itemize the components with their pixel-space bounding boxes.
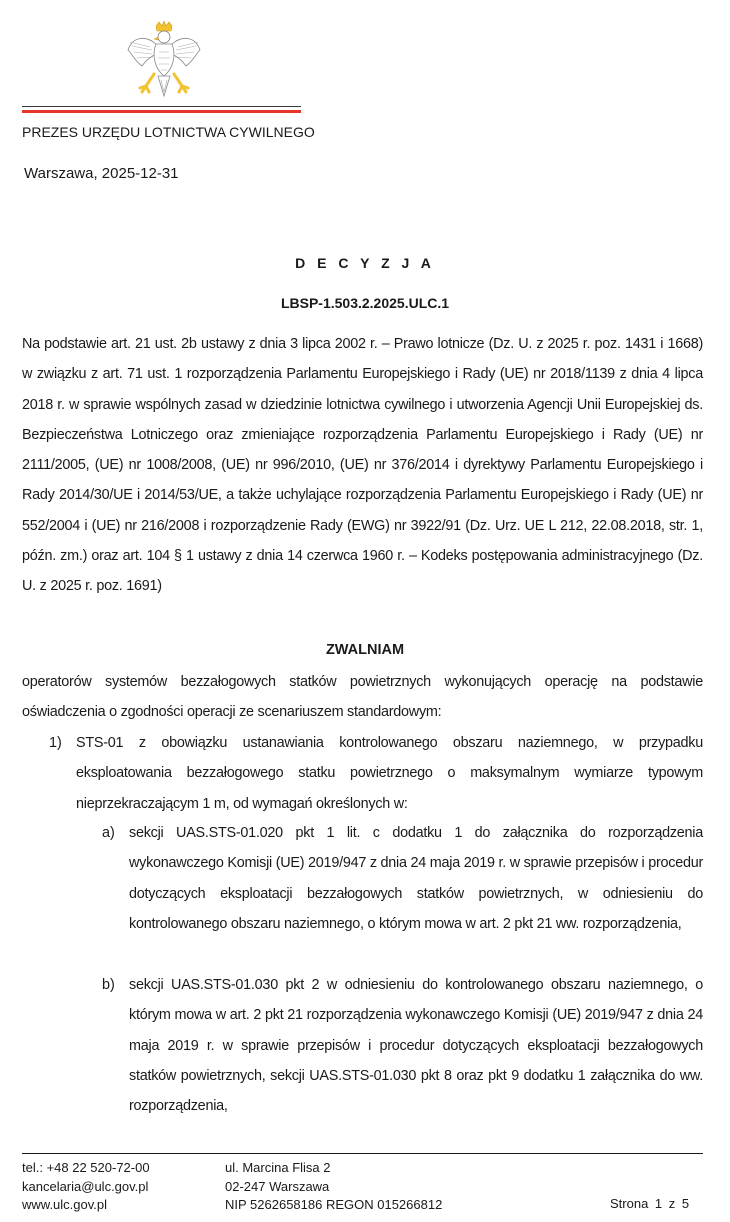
polish-eagle-emblem-icon [126,20,202,102]
subitem-text: sekcji UAS.STS-01.030 pkt 2 w odniesieniu do kontrolowanego obszaru naziemnego, o którym mowa w art. 2 pkt 21 rozporządzenia wykonawczego Komisji (UE) 2019/947 z dnia 24 maja 2019 r. w sprawie przepisów i procedur dotyczących eksploatacji bezzałogowych statków powietrznych, sekcji UAS.STS-01.030 pkt 8 oraz pkt 9 dodatku 1 załącznika do ww. rozporządzenia, [129,977,703,1115]
subitem-letter: b) [102,977,115,993]
footer-address [225,1159,442,1215]
footer-rule [22,1153,703,1154]
legal-basis-paragraph: Na podstawie art. 21 ust. 2b ustawy z dnia 3 lipca 2002 r. – Prawo lotnicze (Dz. U. z 2025 r. poz. 1431 i 1668) w związku z art. 71 ust. 1 rozporządzenia Parlamentu Europejskiego i Rady (UE) nr 2018/1139 z dnia 4 lipca 2018 r. w sprawie wspólnych zasad w dziedzinie lotnictwa cywilnego i utworzenia Agencji Unii Europejskiej ds. Bezpieczeństwa Lotniczego oraz zmieniające rozporządzenia Parlamentu Europejskiego i Rady (UE) nr 2111/2005, (UE) nr 1008/2008, (UE) nr 996/2010, (UE) nr 376/2014 i dyrektywy Parlamentu Europejskiego i Rady 2014/30/UE i 2014/53/UE, a także uchylające rozporządzenia Parlamentu Europejskiego i Rady (UE) nr 552/2004 i (UE) nr 216/2008 i rozporządzenie Rady (EWG) nr 3922/91 (Dz. Urz. UE L 212, 22.08.2018, str. 1, późn. zm.) oraz art. 104 § 1 ustawy z dnia 14 czerwca 1960 r. – Kodeks postępowania administracyjnego (Dz. U. z 2025 r. poz. 1691) [22,336,703,595]
place-and-date: Warszawa, 2025-12-31 [24,165,179,182]
decision-heading: ZWALNIAM [325,642,405,658]
subitem-letter: a) [102,825,115,841]
document-reference: LBSP-1.503.2.2025.ULC.1 [280,295,450,311]
document-title: D E C Y Z J A [295,255,435,271]
footer-email[interactable]: kancelaria@ulc.gov.pl [22,1178,149,1194]
footer-ids: NIP 5262658186 REGON 015266812 [225,1197,443,1212]
header-rule-dark [22,106,301,107]
issuing-authority: PREZES URZĘDU LOTNICTWA CYWILNEGO [22,124,315,140]
footer-phone: tel.: +48 22 520-72-00 [22,1160,150,1175]
footer-city: 02-247 Warszawa [225,1178,330,1194]
list-item-text: STS-01 z obowiązku ustanawiania kontrolowanego obszaru naziemnego, w przypadku eksploatowania bezzałogowego statku powietrznego o maksymalnym wymiarze typowym nieprzekraczającym 1 m, od wymagań określonych w: [76,735,703,812]
footer-contact [22,1159,150,1215]
header-rule-red [22,110,301,113]
footer-street: ul. Marcina Flisa 2 [225,1160,331,1175]
page-number: Strona 1 z 5 [610,1196,690,1211]
list-item-number: 1) [49,735,62,751]
subitem-text: sekcji UAS.STS-01.020 pkt 1 lit. c dodatku 1 do załącznika do rozporządzenia wykonawczego Komisji (UE) 2019/947 z dnia 24 maja 2019 r. w sprawie przepisów i procedur dotyczących eksploatacji bezzałogowych statków powietrznych, w odniesieniu do kontrolowanego obszaru naziemnego, o którym mowa w art. 2 pkt 21 ww. rozporządzenia, [129,825,703,932]
decision-intro: operatorów systemów bezzałogowych statków powietrznych wykonujących operację na podstawie oświadczenia o zgodności operacji ze scenariuszem standardowym: [22,674,703,721]
footer-website[interactable]: www.ulc.gov.pl [22,1197,108,1212]
